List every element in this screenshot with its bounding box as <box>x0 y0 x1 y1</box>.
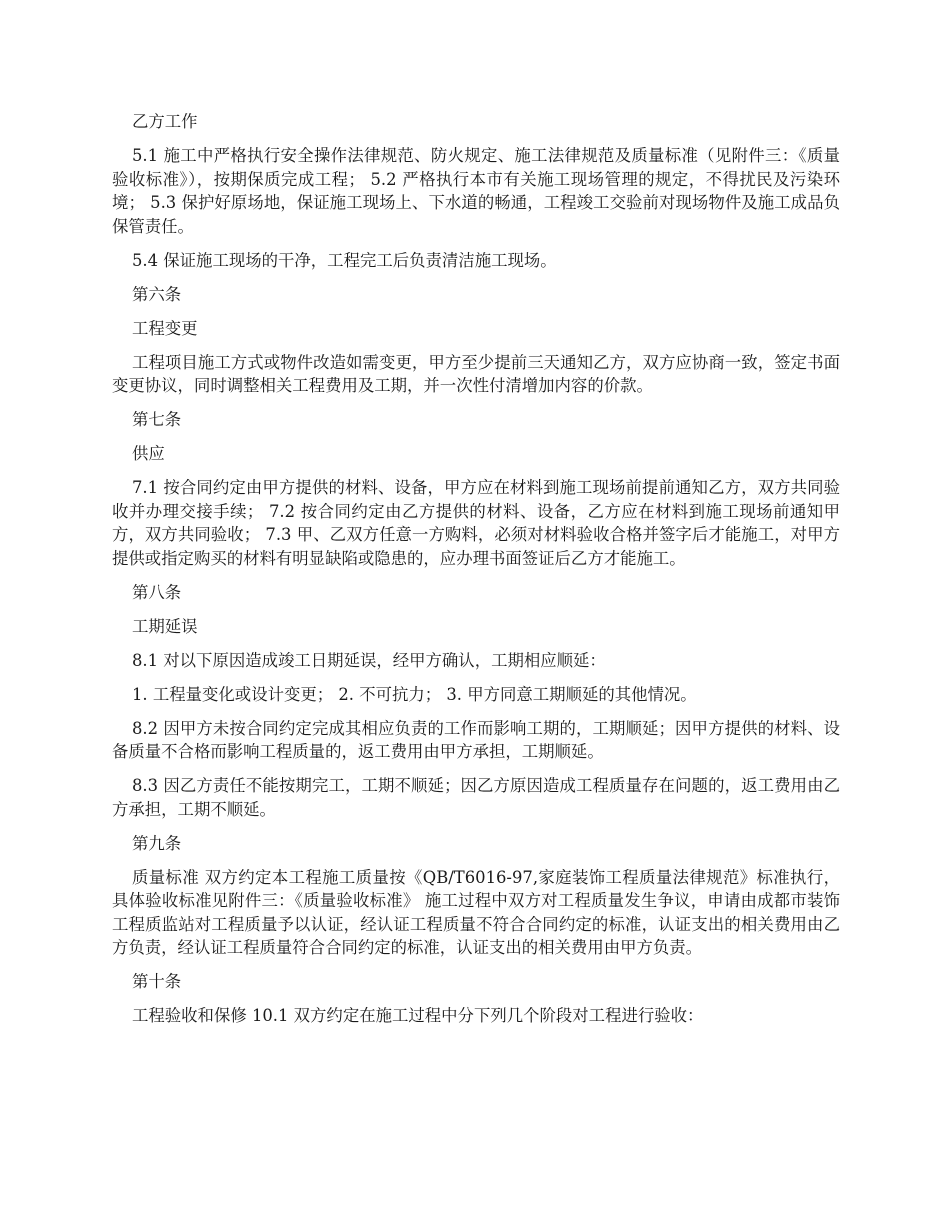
project-change-paragraph: 工程项目施工方式或物件改造如需变更，甲方至少提前三天通知乙方，双方应协商一致，签定书面变更协议，同时调整相关工程费用及工期，并一次性付清增加内容的价款。 <box>112 352 840 395</box>
clause-5-4: 5.4 保证施工现场的干净，工程完工后负责清洁施工现场。 <box>132 250 557 270</box>
document-page <box>112 110 840 1038</box>
clause-8-3: 8.3 因乙方责任不能按期完工，工期不顺延；因乙方原因造成工程质量存在问题的，返工费用由乙方承担，工期不顺延。 <box>112 776 840 819</box>
article-6-heading: 第六条 <box>132 284 182 304</box>
article-9-heading: 第九条 <box>132 833 182 853</box>
acceptance-and-warranty-paragraph: 工程验收和保修 10.1 双方约定在施工过程中分下列几个阶段对工程进行验收： <box>132 1006 704 1025</box>
clause-8-1-items: 1. 工程量变化或设计变更； 2. 不可抗力； 3. 甲方同意工期顺延的其他情况。 <box>132 684 697 704</box>
article-10-heading: 第十条 <box>132 972 182 991</box>
quality-standard-paragraph: 质量标准 双方约定本工程施工质量按《QB/T6016-97,家庭装饰工程质量法律规范》标准执行， 具体验收标准见附件三：《质量验收标准》 施工过程中双方对工程质量发生争议，申请由成都市装饰工程质监站对工程质量予以认证，经认证工程质量不符合合同约定的标准，认证支出的相关费用由乙方负责，经认证工程质量符合合同约定的标准，认证支出的相关费用由甲方负责。 <box>112 867 840 957</box>
section-heading-delay: 工期延误 <box>132 616 198 636</box>
clause-5-1-to-5-3: 5.1 施工中严格执行安全操作法律规范、防火规定、施工法律规范及质量标准（见附件三：《质量验收标准》），按期保质完成工程； 5.2 严格执行本市有关施工现场管理的规定，不得扰民及污染环境； 5.3 保护好原场地，保证施工现场上、下水道的畅通，工程竣工交验前对现场物件及施工成品负保管责任。 <box>112 146 840 236</box>
clause-7-1-to-7-3: 7.1 按合同约定由甲方提供的材料、设备，甲方应在材料到施工现场前提前通知乙方，双方共同验收并办理交接手续； 7.2 按合同约定由乙方提供的材料、设备，乙方应在材料到施工现场前通知甲方，双方共同验收； 7.3 甲、乙双方任意一方购料，必须对材料验收合格并签字后才能施工，对甲方提供或指定购买的材料有明显缺陷或隐患的，应办理书面签证后乙方才能施工。 <box>112 478 840 568</box>
article-7-heading: 第七条 <box>132 410 182 429</box>
article-8-heading: 第八条 <box>132 582 182 602</box>
section-heading-party-b-work: 乙方工作 <box>132 112 198 131</box>
section-heading-supply: 供应 <box>132 444 165 463</box>
section-heading-project-change: 工程变更 <box>132 318 198 338</box>
clause-8-1: 8.1 对以下原因造成竣工日期延误，经甲方确认，工期相应顺延： <box>132 650 606 670</box>
clause-8-2: 8.2 因甲方未按合同约定完成其相应负责的工作而影响工期的，工期顺延；因甲方提供的材料、设备质量不合格而影响工程质量的，返工费用由甲方承担，工期顺延。 <box>112 718 840 761</box>
